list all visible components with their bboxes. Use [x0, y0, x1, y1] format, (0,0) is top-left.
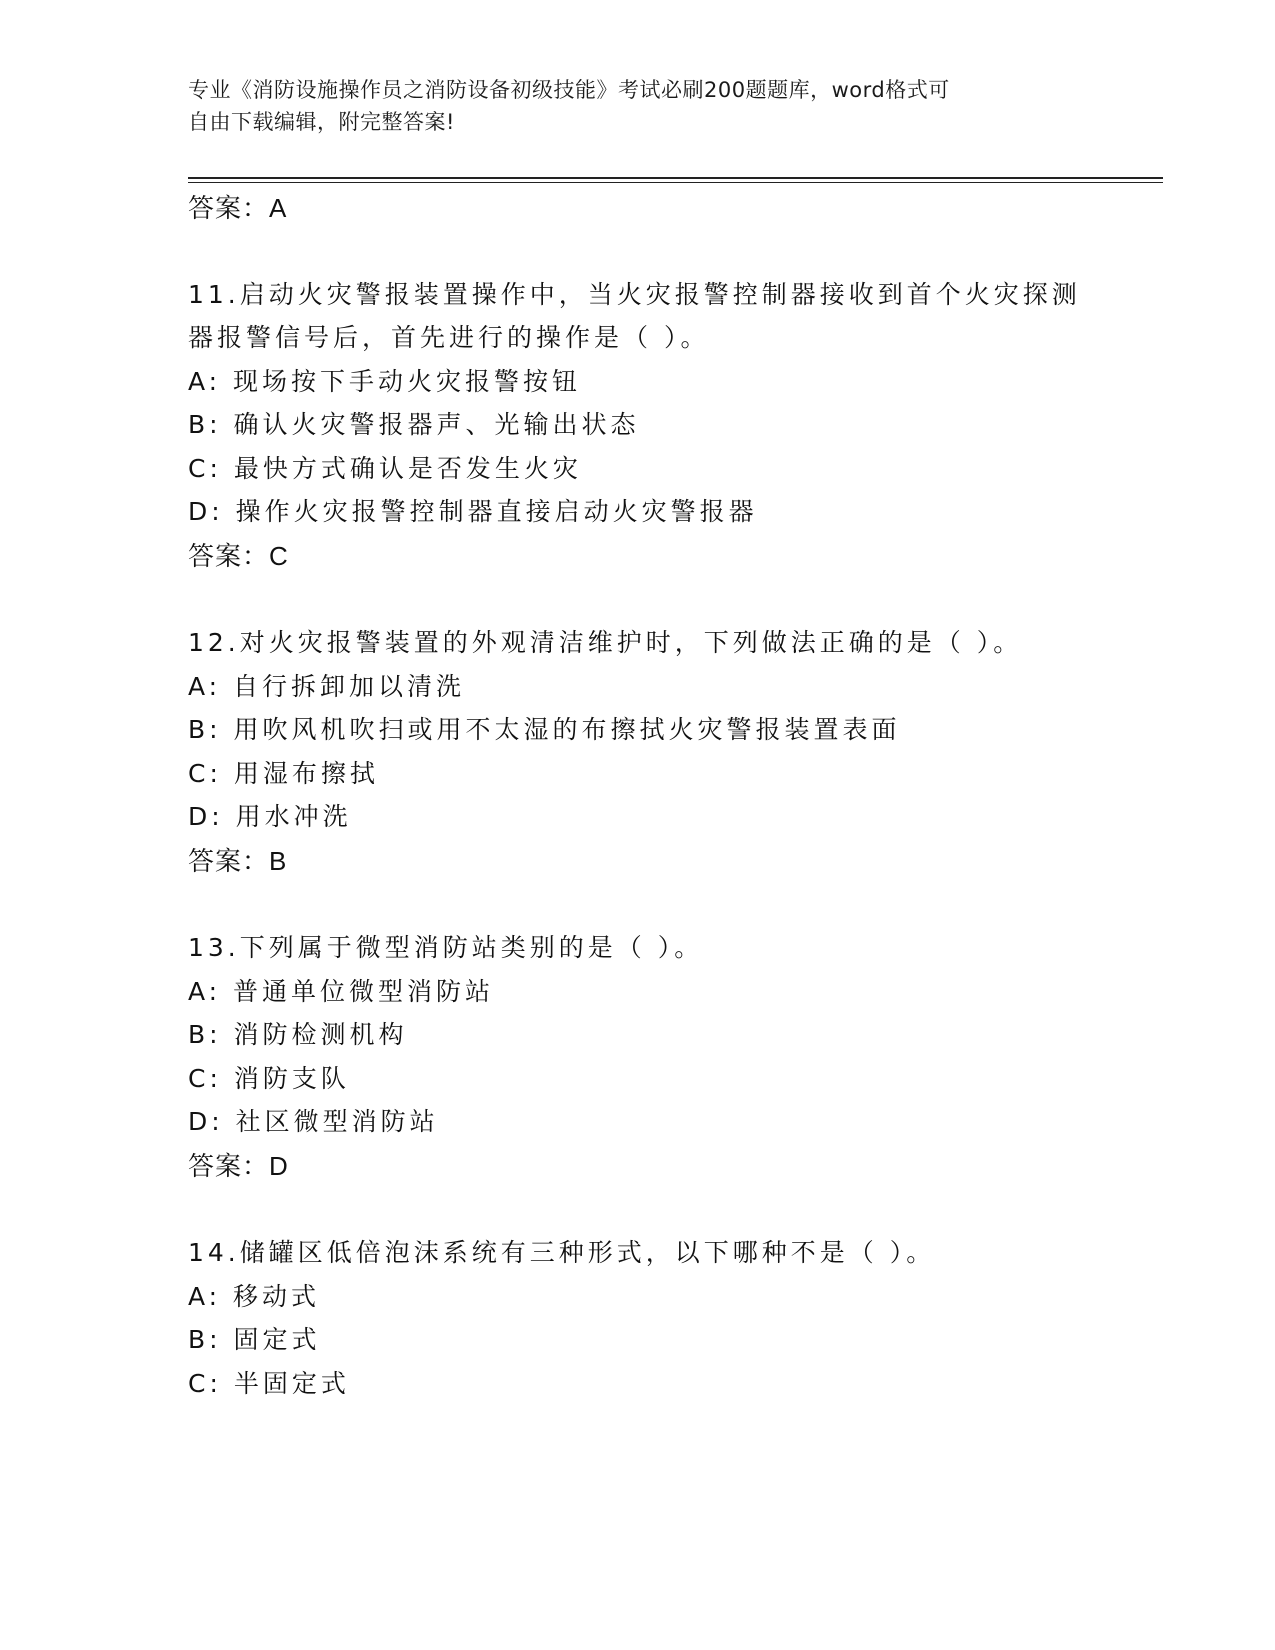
- question-13-option-a: A: 普通单位微型消防站: [188, 977, 495, 1006]
- question-12-stem: 12.对火灾报警装置的外观清洁维护时，下列做法正确的是（ ）。: [188, 628, 1023, 657]
- header-line-1: 专业《消防设施操作员之消防设备初级技能》考试必刷200题题库，word格式可: [188, 78, 950, 102]
- header-divider-thick: [188, 177, 1163, 179]
- question-14-stem: 14.储罐区低倍泡沫系统有三种形式，以下哪种不是（ ）。: [188, 1238, 936, 1267]
- question-12-option-c: C: 用湿布擦拭: [188, 759, 379, 788]
- question-13-answer: 答案：D: [188, 1151, 289, 1181]
- question-13-option-b: B: 消防检测机构: [188, 1020, 408, 1049]
- question-11-option-c: C: 最快方式确认是否发生火灾: [188, 454, 582, 483]
- question-14-option-b: B: 固定式: [188, 1325, 321, 1354]
- question-11-stem-cont: 器报警信号后，首先进行的操作是（ ）。: [188, 323, 710, 352]
- document-header: [188, 74, 1088, 138]
- question-12-answer: 答案：B: [188, 846, 288, 876]
- question-11-option-b: B: 确认火灾警报器声、光输出状态: [188, 410, 640, 439]
- question-13-option-d: D: 社区微型消防站: [188, 1107, 439, 1136]
- question-11-stem: 11.启动火灾警报装置操作中，当火灾报警控制器接收到首个火灾探测: [188, 280, 1081, 309]
- header-divider-thin: [188, 182, 1163, 183]
- question-14-option-c: C: 半固定式: [188, 1369, 350, 1398]
- answer-line: 答案：A: [188, 193, 288, 223]
- question-13-stem: 13.下列属于微型消防站类别的是（ ）。: [188, 933, 704, 962]
- question-13-option-c: C: 消防支队: [188, 1064, 350, 1093]
- question-11-answer: 答案：C: [188, 541, 289, 571]
- question-12-option-d: D: 用水冲洗: [188, 802, 352, 831]
- question-12-option-b: B: 用吹风机吹扫或用不太湿的布擦拭火灾警报装置表面: [188, 715, 901, 744]
- question-11-option-a: A: 现场按下手动火灾报警按钮: [188, 367, 582, 396]
- question-14-option-a: A: 移动式: [188, 1282, 321, 1311]
- question-12-option-a: A: 自行拆卸加以清洗: [188, 672, 466, 701]
- header-line-2: 自由下载编辑，附完整答案!: [188, 110, 455, 134]
- question-11-option-d: D: 操作火灾报警控制器直接启动火灾警报器: [188, 497, 758, 526]
